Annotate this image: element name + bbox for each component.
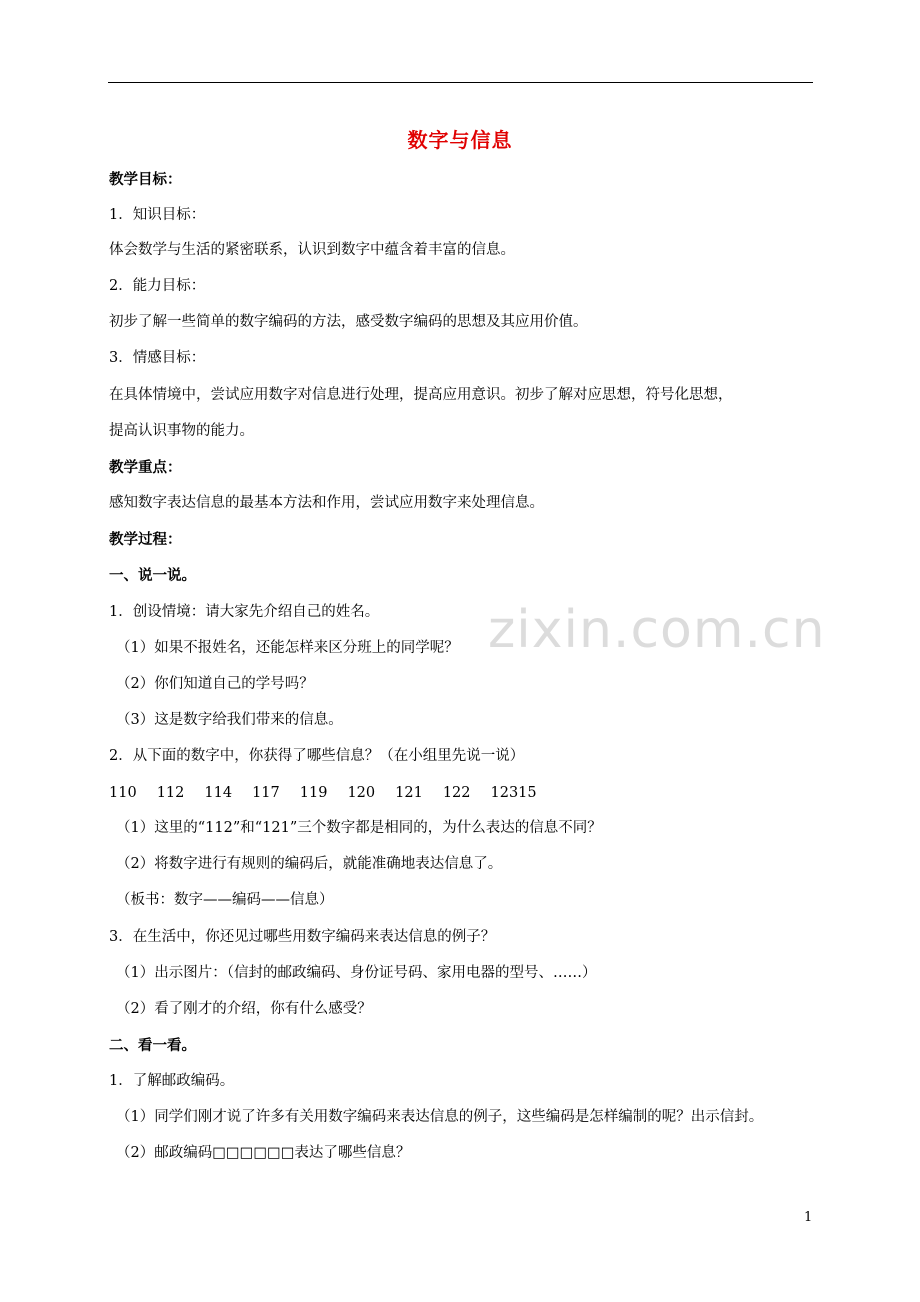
section-1-item-2c: （板书：数字——编码——信息） [116,892,334,908]
number-item: 120 [347,785,376,801]
section-1-item-3: 3．在生活中，你还见过哪些用数字编码来表达信息的例子？ [109,929,496,945]
number-list [109,783,557,803]
page-title: 数字与信息 [407,128,513,152]
section-2-item-1: 1．了解邮政编码。 [109,1073,235,1089]
heading-process: 教学过程： [109,532,182,548]
key-points-text: 感知数字表达信息的最基本方法和作用，尝试应用数字来处理信息。 [109,495,544,511]
section-1-item-2a: （1）这里的“112”和“121”三个数字都是相同的，为什么表达的信息不同？ [116,820,602,836]
section-1-item-1c: （3）这是数字给我们带来的信息。 [116,712,343,728]
page-number: 1 [804,1210,813,1225]
number-item: 112 [156,785,185,801]
number-item: 117 [252,785,280,801]
section-1-item-2b: （2）将数字进行有规则的编码后，就能准确地表达信息了。 [116,856,503,872]
goal-1-text: 体会数学与生活的紧密联系，认识到数字中蕴含着丰富的信息。 [109,242,515,258]
section-1-item-1a: （1）如果不报姓名，还能怎样来区分班上的同学呢？ [116,640,459,656]
number-item: 114 [204,785,233,801]
section-1-heading: 一、说一说。 [109,568,196,584]
section-1-item-3a: （1）出示图片：（信封的邮政编码、身份证号码、家用电器的型号、……） [116,965,597,981]
number-item: 121 [395,785,423,801]
number-item: 122 [442,785,471,801]
goal-1-heading: 1．知识目标： [109,207,206,223]
section-2-item-1b: （2）邮政编码□□□□□□表达了哪些信息？ [116,1145,411,1161]
goal-3-heading: 3．情感目标： [109,350,206,366]
header-rule [108,82,813,83]
heading-key-points: 教学重点： [109,460,182,476]
goal-2-heading: 2．能力目标： [109,278,206,294]
section-2-heading: 二、看一看。 [109,1038,196,1054]
section-1-item-1b: （2）你们知道自己的学号吗？ [116,676,314,692]
goal-2-text: 初步了解一些简单的数字编码的方法，感受数字编码的思想及其应用价值。 [109,314,588,330]
goal-3-text-line1: 在具体情境中，尝试应用数字对信息进行处理，提高应用意识。初步了解对应思想，符号化思想， [109,387,733,403]
section-2-item-1a: （1）同学们刚才说了许多有关用数字编码来表达信息的例子，这些编码是怎样编制的呢？出示信封。 [116,1109,764,1125]
goal-3-text-line2: 提高认识事物的能力。 [109,423,254,439]
number-item: 119 [299,785,328,801]
section-1-item-1: 1．创设情境：请大家先介绍自己的姓名。 [109,604,380,620]
heading-goals: 教学目标： [109,172,182,188]
section-1-item-2: 2．从下面的数字中，你获得了哪些信息？（在小组里先说一说） [109,748,525,764]
number-item: 12315 [490,785,537,801]
watermark: zixin.com.cn [488,600,826,660]
section-1-item-3b: （2）看了刚才的介绍，你有什么感受？ [116,1001,372,1017]
number-item: 110 [109,785,137,801]
